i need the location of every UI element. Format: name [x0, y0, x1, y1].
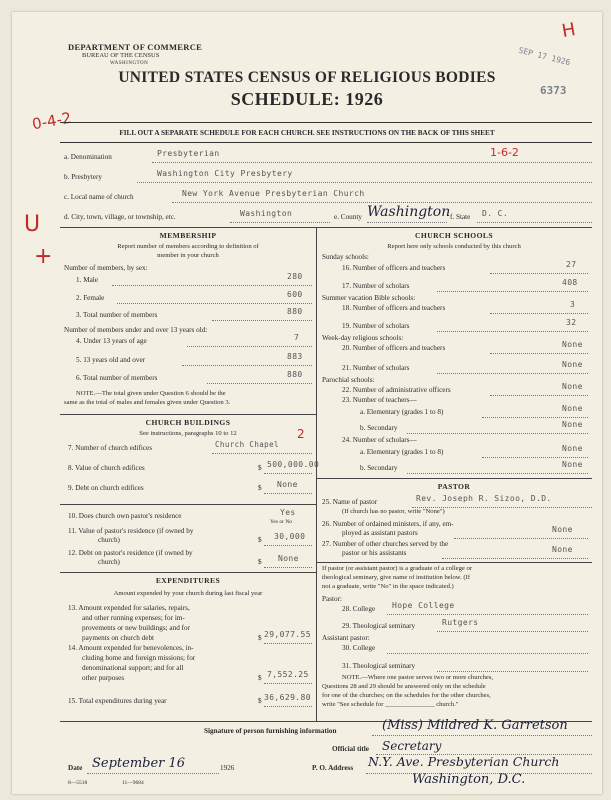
date-label: Date	[68, 764, 83, 772]
q26-label-2: ployed as assistant pastors	[342, 529, 418, 537]
pastor-note-3: for one of the churches; on the schedules for the other churches,	[322, 692, 491, 699]
q12-label-2: church)	[98, 558, 120, 566]
q22-value: None	[562, 382, 583, 391]
q18-label: 18. Number of officers and teachers	[342, 304, 446, 312]
q24a-value: None	[562, 444, 583, 453]
edifices-count: 2	[297, 427, 305, 441]
schedule-title: SCHEDULE: 1926	[230, 89, 384, 109]
q11-label-2: church)	[98, 536, 120, 544]
graduate-instruction-3: not a graduate, write "No" in the space indicated.)	[322, 583, 454, 590]
q4-label: 4. Under 13 years of age	[76, 337, 147, 345]
q5-value: 883	[287, 352, 303, 361]
church-name-value: New York Avenue Presbyterian Church	[182, 189, 365, 198]
official-title-label: Official title	[332, 745, 369, 753]
q23a-value: None	[562, 404, 583, 413]
q29-value: Rutgers	[442, 618, 479, 627]
q28-label: 28. College	[342, 605, 376, 613]
address-value: N.Y. Ave. Presbyterian Church	[368, 754, 560, 769]
membership-note: NOTE.—The total given under Question 6 should be the	[76, 390, 226, 397]
presbytery-value: Washington City Presbytery	[157, 169, 293, 178]
denomination-value: Presbyterian	[157, 149, 220, 158]
pastor-note-2: Questions 28 and 29 should be answered only on the schedule	[322, 683, 486, 690]
q4-value: 7	[294, 333, 300, 342]
q12-label: 12. Debt on pastor's residence (if owned by	[68, 549, 193, 557]
census-schedule-form: DEPARTMENT OF COMMERCE BUREAU OF THE CENSUS WASHINGTON UNITED STATES CENSUS OF RELIGIOUS BODIES SCHEDULE: 1926 SEP 17 1926 6373 H 0-4-2 U + FILL OUT A SEPARATE SCHEDULE FOR EACH CHURCH. SEE INSTRUCTIONS ON THE BACK OF THIS SHEET a. Denomination Presbyterian 1-6-2 b. Presbytery Washington City Presbytery c. Local name of church New York Avenue Presbyterian Church d. City, town, village, or township, etc. Washington e. County Washington f. State D. C. MEMBERSHIP Report number of members according to definition of member in your church Number of members, by sex: 1. Male 280 2. Female 600 3. Total number of members 880 Number of members under and over 13 years old: 4. Under 13 years of age 7 5. 13 years old and over 883 6. Total number of members 880 NOTE.—The total given under Question 6 should be the same as the total of males and females given under Question 3. CHURCH BUILDINGS See instructions, paragraphs 10 to 12 7. Number of church edifices Church Chapel 2 8. Value of church edifices $ 500,000.00 9. Debt on church edifices $ None 10. Does church own pastor's residence Yes Yes or No 11. Value of pastor's residence (if owned by church) $ 30,000 12. Debt on pastor's residence (if owned by church) $ None EXPENDITURES Amount expended by your church during last fiscal year 13. Amount expended for salaries, repairs, and other running expenses; for im- provements or new buildings; and for payments on church debt $ 29,077.55 14. Amount expended for benevolences, in- cluding home and foreign missions; for denominational support; and for all other purposes $ 7,552.25 15. Total expenditures during year $ 36,629.80 CHURCH SCHOOLS Report here only schools conducted by this church Sunday schools: 16. Number of officers and teachers 27 17. Number of scholars 408 Summer vacation Bible schools: 18. Number of officers and teachers 3 19. Number of scholars 32 Week-day religious schools: 20. Number of officers and teachers None 21. Number of scholars None Parochial schools: 22. Number of administrative officers None 23. Number of teachers— a. Elementary (grades 1 to 8) None b. Secondary None 24. Number of scholars— a. Elementary (grades 1 to 8) None b. Secondary None PASTOR 25. Name of pastor Rev. Joseph R. Sizoo, D.D. (If church has no pastor, write "None") 26. Number of ordained ministers, if any, em- ployed as assistant pastors None 27. Number of other churches served by the pastor or his assistants None If pastor (or assistant pastor) is a graduate of a college or theological seminary, give name of institution below. (If not a graduate, write "No" in the space indicated.) Pastor: 28. College Hope College 29. Theological seminary Rutgers Assistant pastor: 30. College 31. Theological seminary NOTE.—Where one pastor serves two or more churches, Questions 28 and 29 should be answered only on the schedule for one of the churches; on the schedules for the other churches, write "See schedule for _______________ church." Signature of person furnishing information (Miss) Mildred K. Garretson Official title Secretary Date September 16 1926 8—5518 11—9684 P. O. Address N.Y. Ave. Presbyterian Church Washington, D.C.	[12, 12, 602, 794]
corner-mark: H	[560, 18, 578, 43]
q26-label: 26. Number of ordained ministers, if any, em-	[322, 520, 454, 528]
q13-label-4: payments on church debt	[82, 634, 155, 642]
summer-schools-label: Summer vacation Bible schools:	[322, 294, 416, 302]
q2-label: 2. Female	[76, 294, 105, 302]
q30-label: 30. College	[342, 644, 376, 652]
q14-label-3: denominational support; and for all	[82, 664, 184, 672]
q2-value: 600	[287, 290, 303, 299]
signature-label: Signature of person furnishing information	[204, 727, 337, 735]
bureau-heading: BUREAU OF THE CENSUS	[82, 52, 160, 59]
q14-label: 14. Amount expended for benevolences, in-	[68, 644, 194, 652]
denomination-label: a. Denomination	[64, 153, 112, 161]
q24b-value: None	[562, 460, 583, 469]
q20-value: None	[562, 340, 583, 349]
address-label: P. O. Address	[312, 764, 354, 772]
q24-label: 24. Number of scholars—	[342, 436, 417, 444]
q13-label-2: and other running expenses; for im-	[82, 614, 185, 622]
pastor-sub-label: Pastor:	[322, 595, 342, 603]
expenditures-intro: Amount expended by your church during last fiscal year	[113, 590, 263, 597]
date-value: September 16	[92, 756, 186, 771]
assistant-pastor-label: Assistant pastor:	[322, 634, 370, 642]
received-date-stamp: SEP 17 1926	[517, 45, 572, 68]
q10-label: 10. Does church own pastor's residence	[68, 512, 182, 520]
q9-value: None	[277, 480, 298, 489]
expenditures-heading: EXPENDITURES	[155, 576, 221, 585]
q28-value: Hope College	[392, 601, 455, 610]
q29-label: 29. Theological seminary	[342, 622, 416, 630]
city-value: Washington	[240, 209, 293, 218]
q27-label-2: pastor or his assistants	[342, 549, 407, 557]
q6-label: 6. Total number of members	[76, 374, 158, 382]
membership-intro-2: member in your church	[157, 252, 219, 259]
date-year: 1926	[220, 764, 235, 772]
form-number: 8—5518	[68, 780, 88, 786]
q15-value: 36,629.80	[264, 693, 311, 702]
by-sex-label: Number of members, by sex:	[64, 264, 148, 272]
code-annotation: 0-4-2	[30, 108, 73, 134]
stamp-number: 6373	[540, 84, 567, 97]
q23b-label: b. Secondary	[360, 424, 398, 432]
q5-label: 5. 13 years old and over	[76, 356, 146, 364]
q3-label: 3. Total number of members	[76, 311, 158, 319]
county-label: e. County	[334, 213, 362, 221]
official-title-value: Secretary	[382, 739, 442, 753]
membership-note-2: same as the total of males and females given under Question 3.	[64, 399, 231, 406]
denomination-code: 1-6-2	[490, 146, 519, 159]
q8-value: 500,000.00	[267, 460, 320, 469]
q24a-label: a. Elementary (grades 1 to 8)	[360, 448, 444, 456]
county-value: Washington	[367, 204, 451, 220]
buildings-intro: See instructions, paragraphs 10 to 12	[139, 430, 237, 437]
q17-label: 17. Number of scholars	[342, 282, 410, 290]
schools-intro: Report here only schools conducted by this church	[387, 243, 521, 250]
q21-value: None	[562, 360, 583, 369]
sunday-schools-label: Sunday schools:	[322, 253, 369, 261]
q24b-label: b. Secondary	[360, 464, 398, 472]
presbytery-label: b. Presbytery	[64, 173, 102, 181]
q11-label: 11. Value of pastor's residence (if owned by	[68, 527, 194, 535]
q12-value: None	[278, 554, 299, 563]
plus-annotation: +	[34, 244, 53, 269]
membership-intro: Report number of members according to definition of	[117, 243, 259, 250]
q13-label: 13. Amount expended for salaries, repairs,	[68, 604, 190, 612]
weekday-schools-label: Week-day religious schools:	[322, 334, 404, 342]
q1-value: 280	[287, 272, 303, 281]
form-title: UNITED STATES CENSUS OF RELIGIOUS BODIES	[118, 69, 496, 86]
parochial-schools-label: Parochial schools:	[322, 376, 375, 384]
u-annotation: U	[24, 212, 41, 237]
q21-label: 21. Number of scholars	[342, 364, 410, 372]
q14-label-2: cluding home and foreign missions; for	[82, 654, 196, 662]
q27-value: None	[552, 545, 573, 554]
state-value: D. C.	[482, 209, 509, 218]
membership-heading: MEMBERSHIP	[159, 231, 217, 240]
instruction-banner: FILL OUT A SEPARATE SCHEDULE FOR EACH CHURCH. SEE INSTRUCTIONS ON THE BACK OF THIS SHEET	[119, 129, 495, 137]
q14-label-4: other purposes	[82, 674, 125, 682]
q14-value: 7,552.25	[267, 670, 309, 679]
q22-label: 22. Number of administrative officers	[342, 386, 451, 394]
q10-hint: Yes or No	[270, 519, 293, 525]
pastor-heading: PASTOR	[437, 482, 471, 491]
q9-label: 9. Debt on church edifices	[68, 484, 144, 492]
q26-value: None	[552, 525, 573, 534]
q13-label-3: provements or new buildings; and for	[82, 624, 190, 632]
q25-hint: (If church has no pastor, write "None")	[342, 508, 445, 515]
q27-label: 27. Number of other churches served by the	[322, 540, 449, 548]
q19-label: 19. Number of scholars	[342, 322, 410, 330]
q18-value: 3	[570, 300, 576, 309]
pastor-note: NOTE.—Where one pastor serves two or more churches,	[342, 674, 494, 681]
q13-value: 29,077.55	[264, 630, 311, 639]
q6-value: 880	[287, 370, 303, 379]
q16-value: 27	[566, 260, 577, 269]
q23b-value: None	[562, 420, 583, 429]
department-heading: DEPARTMENT OF COMMERCE	[68, 42, 203, 52]
q11-value: 30,000	[274, 532, 306, 541]
q10-value: Yes	[280, 508, 296, 517]
city-heading: WASHINGTON	[110, 61, 149, 66]
q8-label: 8. Value of church edifices	[68, 464, 145, 472]
q25-value: Rev. Joseph R. Sizoo, D.D.	[416, 494, 552, 503]
graduate-instruction-2: theological seminary, give name of institution below. (If	[322, 574, 471, 581]
church-name-label: c. Local name of church	[64, 193, 134, 201]
age-breakdown-label: Number of members under and over 13 years old:	[64, 326, 208, 334]
q16-label: 16. Number of officers and teachers	[342, 264, 446, 272]
city-label: d. City, town, village, or township, etc.	[64, 213, 176, 221]
q1-label: 1. Male	[76, 276, 98, 284]
q3-value: 880	[287, 307, 303, 316]
pastor-note-4: write "See schedule for _______________ church."	[322, 701, 459, 708]
q15-label: 15. Total expenditures during year	[68, 697, 167, 705]
q17-value: 408	[562, 278, 578, 287]
q23-label: 23. Number of teachers—	[342, 396, 417, 404]
print-number: 11—9684	[122, 780, 144, 786]
q20-label: 20. Number of officers and teachers	[342, 344, 446, 352]
q25-label: 25. Name of pastor	[322, 498, 378, 506]
state-label: f. State	[450, 213, 471, 221]
q7-label: 7. Number of church edifices	[68, 444, 153, 452]
signature-value: (Miss) Mildred K. Garretson	[382, 718, 568, 733]
address-value-2: Washington, D.C.	[412, 772, 526, 787]
q19-value: 32	[566, 318, 577, 327]
q23a-label: a. Elementary (grades 1 to 8)	[360, 408, 444, 416]
buildings-heading: CHURCH BUILDINGS	[145, 418, 231, 427]
schools-heading: CHURCH SCHOOLS	[415, 231, 493, 240]
q7-value: Church Chapel	[215, 440, 279, 449]
graduate-instruction: If pastor (or assistant pastor) is a graduate of a college or	[322, 565, 472, 572]
q31-label: 31. Theological seminary	[342, 662, 416, 670]
